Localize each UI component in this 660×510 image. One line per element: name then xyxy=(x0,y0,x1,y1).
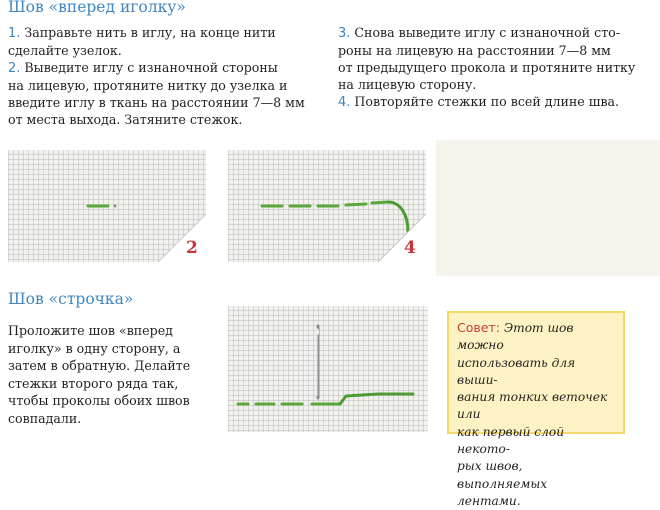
section2-body xyxy=(8,322,218,427)
section-title-backstitch-line: Шов «строчка» xyxy=(8,290,134,308)
step-text-line: сделайте узелок. xyxy=(8,43,122,58)
step-text-line: на лицевую сторону. xyxy=(338,77,477,92)
step-4 xyxy=(338,93,658,111)
needle-hole xyxy=(114,205,117,208)
step-text-line: введите иглу в ткань на расстоянии 7—8 мм xyxy=(8,95,305,110)
step-text-line: Снова выведите иглу с изнаночной сто- xyxy=(354,25,621,40)
fabric-image-backstitch xyxy=(228,306,428,432)
step-number: 3. xyxy=(338,26,351,41)
tip-line: лентами. xyxy=(457,493,521,508)
tip-line: вания тонких веточек или xyxy=(457,390,608,422)
thread-loop xyxy=(388,202,408,232)
body-line: чтобы проколы обоих швов xyxy=(8,393,190,408)
thread-stitch xyxy=(372,202,388,203)
steps-right-column xyxy=(338,24,658,111)
needle-eye xyxy=(317,329,319,335)
step-number: 4. xyxy=(338,95,351,110)
step-label-badge: 4 xyxy=(404,238,416,258)
step-label-badge: 2 xyxy=(186,238,198,258)
page-background-strip xyxy=(436,140,660,276)
step-text-line: роны на лицевую на расстоянии 7—8 мм xyxy=(338,43,611,58)
step-number: 1. xyxy=(8,26,21,41)
step-3 xyxy=(338,24,658,93)
fabric-illustration xyxy=(228,150,426,262)
body-line: стежки второго ряда так, xyxy=(8,375,179,391)
body-line: Проложите шов «вперед xyxy=(8,323,173,338)
thread-backstitch-line xyxy=(340,394,413,404)
step-text-line: от места выхода. Затяните стежок. xyxy=(8,112,243,127)
section-title-running-stitch: Шов «вперед иголку» xyxy=(8,0,186,16)
step-text-line: Повторяйте стежки по всей длине шва. xyxy=(354,94,620,109)
tip-line: использовать для выши- xyxy=(457,355,576,387)
body-line: иголку» в одну сторону, а xyxy=(8,340,181,356)
steps-left-column xyxy=(8,24,328,128)
tip-label: Совет: xyxy=(457,320,500,335)
fabric-image-step-2 xyxy=(8,150,206,262)
tip-line: Этот шов можно xyxy=(457,321,574,353)
step-2 xyxy=(8,59,328,128)
body-line: совпадали. xyxy=(8,410,82,426)
tip-line: как первый слой некото- xyxy=(457,424,565,457)
body-line: затем в обратную. Делайте xyxy=(8,358,191,373)
thread-stitch xyxy=(346,204,366,205)
step-number: 2. xyxy=(8,61,21,76)
step-text-line: Выведите иглу с изнаночной стороны xyxy=(24,60,278,75)
fabric-illustration xyxy=(8,150,206,262)
fabric-illustration xyxy=(228,306,428,432)
step-text-line: Заправьте нить в иглу, на конце нити xyxy=(24,25,276,40)
tip-line: рых швов, выполняемых xyxy=(457,459,548,491)
tip-box xyxy=(447,311,625,508)
step-text-line: от предыдущего прокола и протяните нитку xyxy=(338,60,636,75)
fabric-image-step-4 xyxy=(228,150,426,262)
step-1 xyxy=(8,24,328,59)
step-text-line: на лицевую, протяните нитку до узелка и xyxy=(8,78,288,93)
